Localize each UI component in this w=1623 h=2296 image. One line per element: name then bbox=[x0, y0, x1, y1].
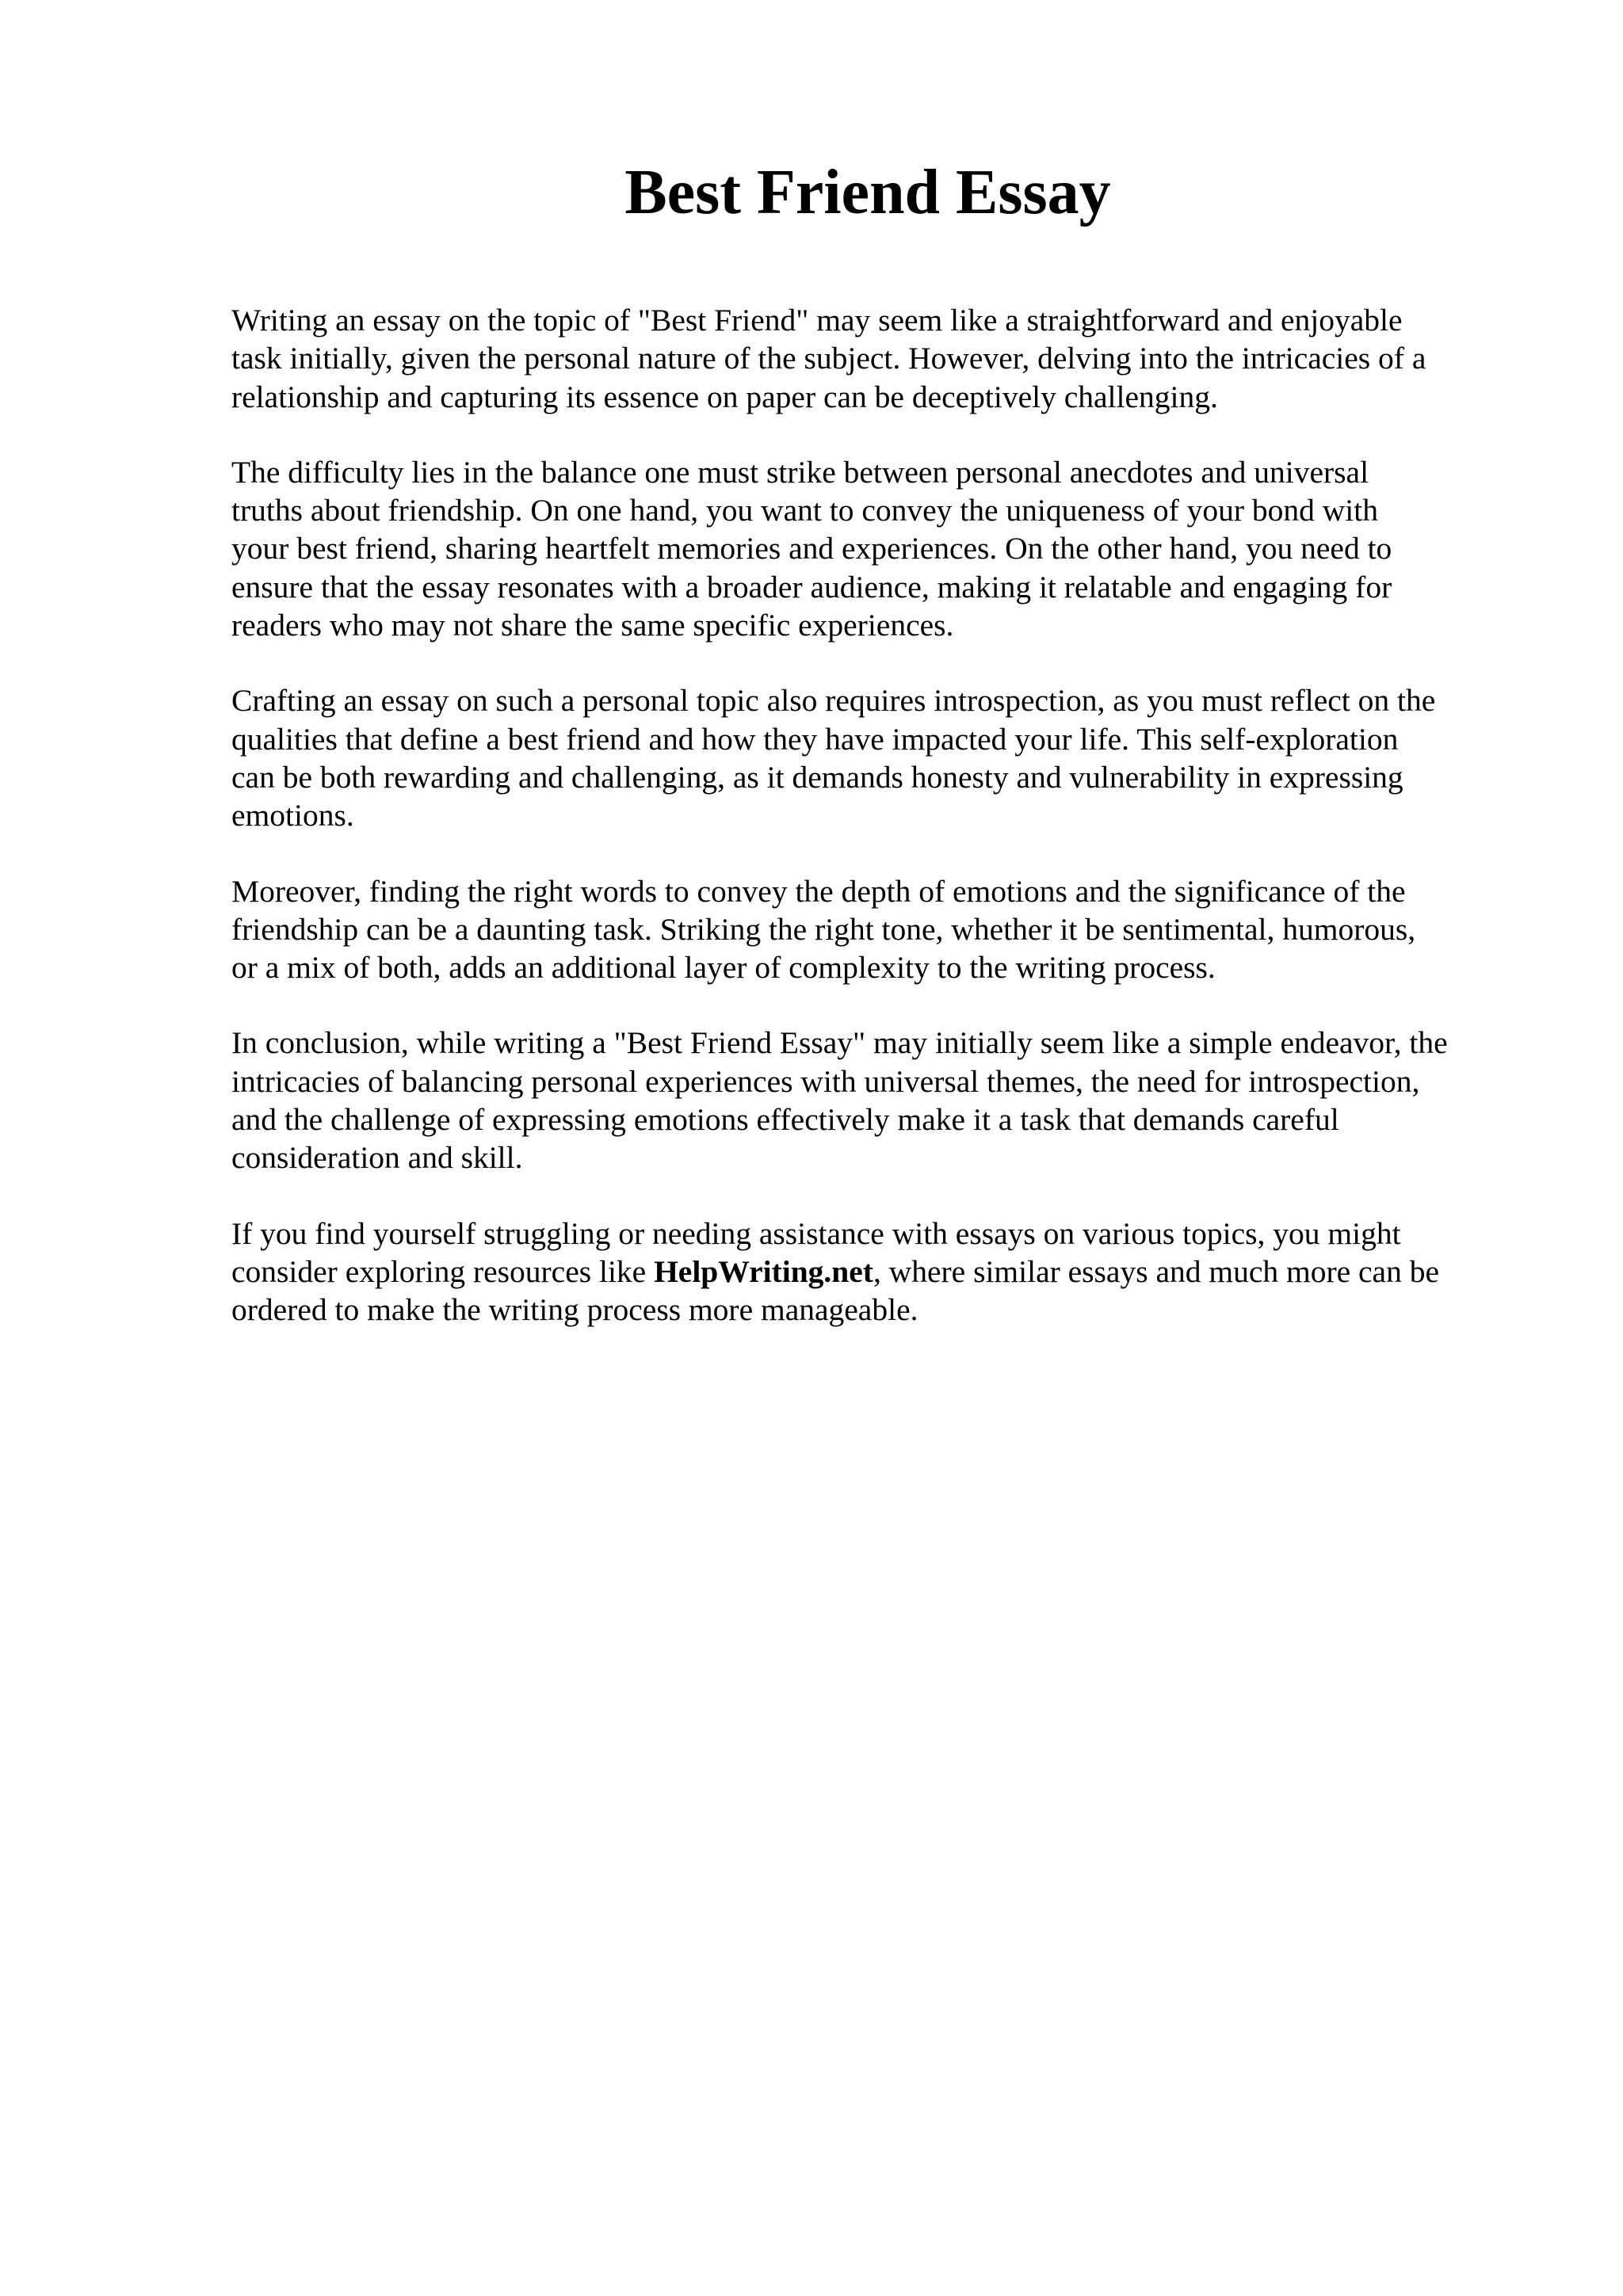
page-title: Best Friend Essay bbox=[624, 158, 1111, 227]
paragraph-1: Writing an essay on the topic of "Best Friend" may seem like a straightforward and enjoyable task initially, given the personal nature of the subject. However, delving into the intricacies of a relationship and capturing its essence on paper can be deceptively challenging. bbox=[231, 303, 1426, 414]
closing-text-after: , where similar essays and much more can be ordered to make the writing process more manageable. bbox=[231, 1253, 1440, 1328]
paragraph-5: In conclusion, while writing a "Best Friend Essay" may initially seem like a simple endeavor, the intricacies of balancing personal experiences with universal themes, the need for introspection, and the challenge of expressing emotions effectively make it a task that demands careful consideration and skill. bbox=[231, 1025, 1448, 1176]
brand-name: HelpWriting.net bbox=[654, 1253, 873, 1289]
paragraph-4: Moreover, finding the right words to convey the depth of emotions and the significance of the friendship can be a daunting task. Striking the right tone, whether it be sentimental, humorous, or a mix of both, adds an additional layer of complexity to the writing process. bbox=[231, 873, 1416, 986]
essay-body bbox=[231, 301, 1515, 1367]
paragraph-3: Crafting an essay on such a personal topic also requires introspection, as you must reflect on the qualities that define a best friend and how they have impacted your life. This self-exploration can be both rewarding and challenging, as it demands honesty and vulnerability in expressing emotions. bbox=[231, 683, 1436, 833]
paragraph-2: The difficulty lies in the balance one must strike between personal anecdotes and universal truths about friendship. On one hand, you want to convey the uniqueness of your bond with your best friend, sharing heartfelt memories and experiences. On the other hand, you need to ensure that the essay resonates with a broader audience, making it relatable and engaging for readers who may not share the same specific experiences. bbox=[231, 454, 1392, 643]
closing-text-before: If you find yourself struggling or needing assistance with essays on various topics, you might consider exploring resources like bbox=[231, 1215, 1401, 1289]
paragraph-closing bbox=[231, 1215, 1515, 1329]
